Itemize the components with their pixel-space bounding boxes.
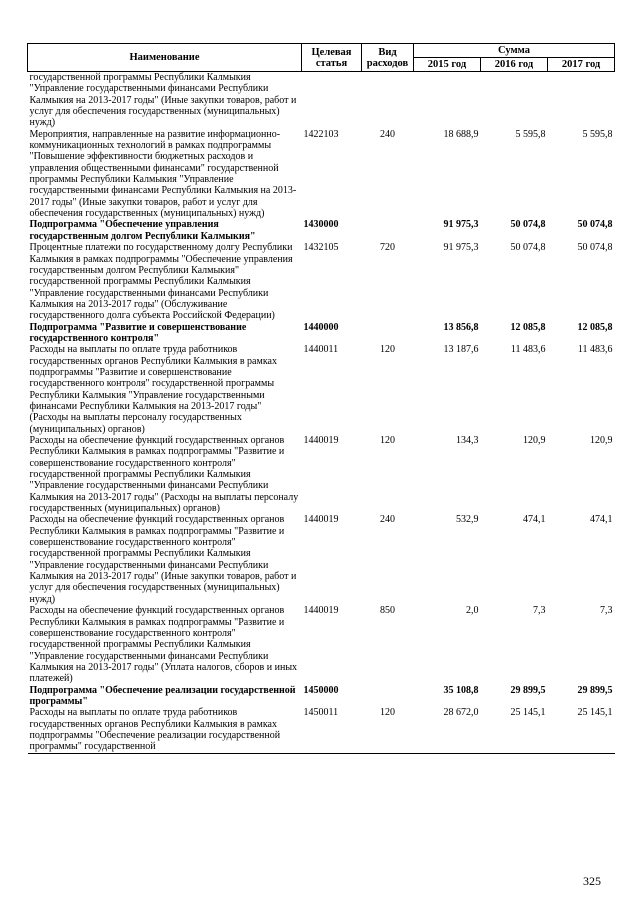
cell-amount-2017: 11 483,6 xyxy=(577,344,613,356)
cell-target-code: 1440019 xyxy=(303,605,339,617)
header-name: Наименование xyxy=(28,44,302,72)
header-type xyxy=(362,44,414,72)
cell-amount-2015: 13 856,8 xyxy=(443,321,479,333)
table-row xyxy=(28,129,615,220)
cell-amount-2016: 5 595,8 xyxy=(515,128,546,140)
cell-expense-type xyxy=(362,219,414,242)
table-row xyxy=(28,514,615,605)
cell-amount-2015: 134,3 xyxy=(456,435,479,446)
cell-name: Подпрограмма "Обеспечение реализации государственной программы" xyxy=(29,684,296,707)
cell-name: Расходы на обеспечение функций государственных органов Республики Калмыкия в рамках подпрограммы "Развитие и совершенствование государственного контроля" государственной программы Республики Калмыкия "Управление государственными финансами Республики Калмыкия на 2013-2017 годы" (Уплата налогов, сборов и иных платежей) xyxy=(29,605,298,685)
cell-amount-2015: 91 975,3 xyxy=(443,242,479,254)
cell-amount-2016: 474,1 xyxy=(523,514,546,526)
cell-amount-2017: 50 074,8 xyxy=(577,219,613,231)
cell-target-code: 1450000 xyxy=(303,684,339,696)
table-row xyxy=(28,344,615,435)
cell-expense-type xyxy=(362,685,414,708)
cell-name: Подпрограмма "Обеспечение управления государственным долгом Республики Калмыкия" xyxy=(29,219,256,242)
header-type-line2: расходов xyxy=(366,57,409,69)
cell-amount-2017: 5 595,8 xyxy=(582,128,613,140)
cell-name: государственной программы Республики Калмыкия "Управление государственными финансами Республики Калмыкия на 2013-2017 годы" (Иные закупки товаров, работ и услуг для обеспечения государственных (муниципальных) нужд) xyxy=(29,72,297,129)
cell-target-code: 1430000 xyxy=(303,219,339,231)
page-number: 325 xyxy=(583,874,601,888)
cell-amount-2015: 91 975,3 xyxy=(443,219,479,231)
header-target-line1: Целевая xyxy=(311,46,352,58)
cell-amount-2017: 474,1 xyxy=(590,514,613,526)
cell-amount-2017: 25 145,1 xyxy=(548,707,615,753)
cell-name: Расходы на выплаты по оплате труда работников государственных органов Республики Калмыкия в рамках подпрограммы "Обеспечение реализации государственной программы" государственной xyxy=(28,707,302,753)
table-row xyxy=(28,242,615,321)
cell-expense-type: 120 xyxy=(380,435,395,446)
cell-target-code: 1440019 xyxy=(303,435,339,446)
cell-amount-2015 xyxy=(414,72,481,129)
cell-amount-2015: 35 108,8 xyxy=(443,684,479,696)
cell-amount-2017: 120,9 xyxy=(590,435,613,446)
cell-expense-type xyxy=(362,322,414,345)
cell-name: Мероприятия, направленные на развитие информационно-коммуникационных технологий в рамках подпрограммы "Повышение эффективности бюджетных расходов и управления общественными финансами" государственной программы Республики Калмыкия "Управление государственными финансами Республики Калмыкия на 2013-2017 годы" (Иные закупки товаров, работ и услуг для обеспечения государственных (муниципальных) нужд) xyxy=(29,128,297,220)
cell-name: Расходы на выплаты по оплате труда работников государственных органов Республики Калмыкия в рамках подпрограммы "Развитие и совершенствование государственного контроля" государственной программы Республики Калмыкия "Управление государственными финансами Республики Калмыкия на 2013-2017 годы" (Расходы на выплаты персоналу государственных (муниципальных) органов) xyxy=(29,344,277,435)
cell-target-code xyxy=(302,72,362,129)
cell-expense-type xyxy=(362,72,414,129)
cell-target-code: 1440019 xyxy=(303,514,339,526)
cell-expense-type: 240 xyxy=(380,514,395,526)
cell-amount-2015: 18 688,9 xyxy=(443,128,479,140)
cell-amount-2016 xyxy=(481,72,548,129)
cell-target-code: 1440000 xyxy=(303,321,339,333)
cell-target-code: 1440011 xyxy=(303,344,339,356)
cell-amount-2015: 13 187,6 xyxy=(443,344,479,356)
header-target-line2: статья xyxy=(315,57,348,69)
header-target xyxy=(302,44,362,72)
cell-amount-2017: 7,3 xyxy=(600,605,613,617)
header-type-line1: Вид xyxy=(378,46,397,58)
cell-expense-type: 850 xyxy=(380,605,395,617)
cell-amount-2016: 50 074,8 xyxy=(510,219,546,231)
cell-amount-2016: 12 085,8 xyxy=(510,321,546,333)
table-row xyxy=(28,322,615,345)
cell-amount-2016: 120,9 xyxy=(523,435,546,446)
budget-table xyxy=(27,43,615,754)
cell-target-code: 1432105 xyxy=(303,242,339,254)
cell-amount-2015: 2,0 xyxy=(466,605,479,617)
header-year-2017: 2017 год xyxy=(548,58,615,72)
cell-name: Расходы на обеспечение функций государственных органов Республики Калмыкия в рамках подпрограммы "Развитие и совершенствование государственного контроля" государственной программы Республики Калмыкия "Управление государственными финансами Республики Калмыкия на 2013-2017 годы" (Расходы на выплаты персоналу государственных (муниципальных) органов) xyxy=(29,435,299,515)
cell-amount-2016: 7,3 xyxy=(533,605,546,617)
cell-expense-type: 720 xyxy=(380,242,395,254)
cell-expense-type: 240 xyxy=(380,128,395,140)
header-year-2016: 2016 год xyxy=(481,58,548,72)
cell-expense-type: 120 xyxy=(380,344,395,356)
header-year-2015: 2015 год xyxy=(414,58,481,72)
cell-amount-2016: 50 074,8 xyxy=(510,242,546,254)
cell-amount-2015: 28 672,0 xyxy=(414,707,481,753)
cell-amount-2016: 11 483,6 xyxy=(510,344,546,356)
table-body xyxy=(28,72,615,754)
cell-expense-type: 120 xyxy=(362,707,414,753)
cell-name: Расходы на обеспечение функций государственных органов Республики Калмыкия в рамках подпрограммы "Развитие и совершенствование государственного контроля" государственной программы Республики Калмыкия "Управление государственными финансами Республики Калмыкия на 2013-2017 годы" (Иные закупки товаров, работ и услуг для обеспечения государственных (муниципальных) нужд) xyxy=(29,514,297,605)
table-row xyxy=(28,685,615,708)
cell-amount-2017: 29 899,5 xyxy=(577,684,613,696)
table-row xyxy=(28,72,615,129)
cell-amount-2017: 12 085,8 xyxy=(577,321,613,333)
cell-amount-2017: 50 074,8 xyxy=(577,242,613,254)
table-row xyxy=(28,707,615,753)
cell-amount-2016: 29 899,5 xyxy=(510,684,546,696)
table-row xyxy=(28,605,615,684)
cell-target-code: 1422103 xyxy=(303,128,339,140)
cell-amount-2017 xyxy=(548,72,615,129)
cell-amount-2016: 25 145,1 xyxy=(481,707,548,753)
cell-target-code: 1450011 xyxy=(302,707,362,753)
table-row xyxy=(28,219,615,242)
cell-amount-2015: 532,9 xyxy=(456,514,479,526)
header-sum: Сумма xyxy=(414,44,615,58)
table-row xyxy=(28,435,615,514)
table-header xyxy=(28,44,615,72)
cell-name: Подпрограмма "Развитие и совершенствование государственного контроля" xyxy=(29,321,247,344)
cell-name: Процентные платежи по государственному долгу Республики Калмыкия в рамках подпрограммы "Обеспечение управления государственным долгом Республики Калмыкия" государственной программы Республики Калмыкия "Управление государственными финансами Республики Калмыкия на 2013-2017 годы" (Обслуживание государственного долга субъекта Российской Федерации) xyxy=(29,242,293,322)
